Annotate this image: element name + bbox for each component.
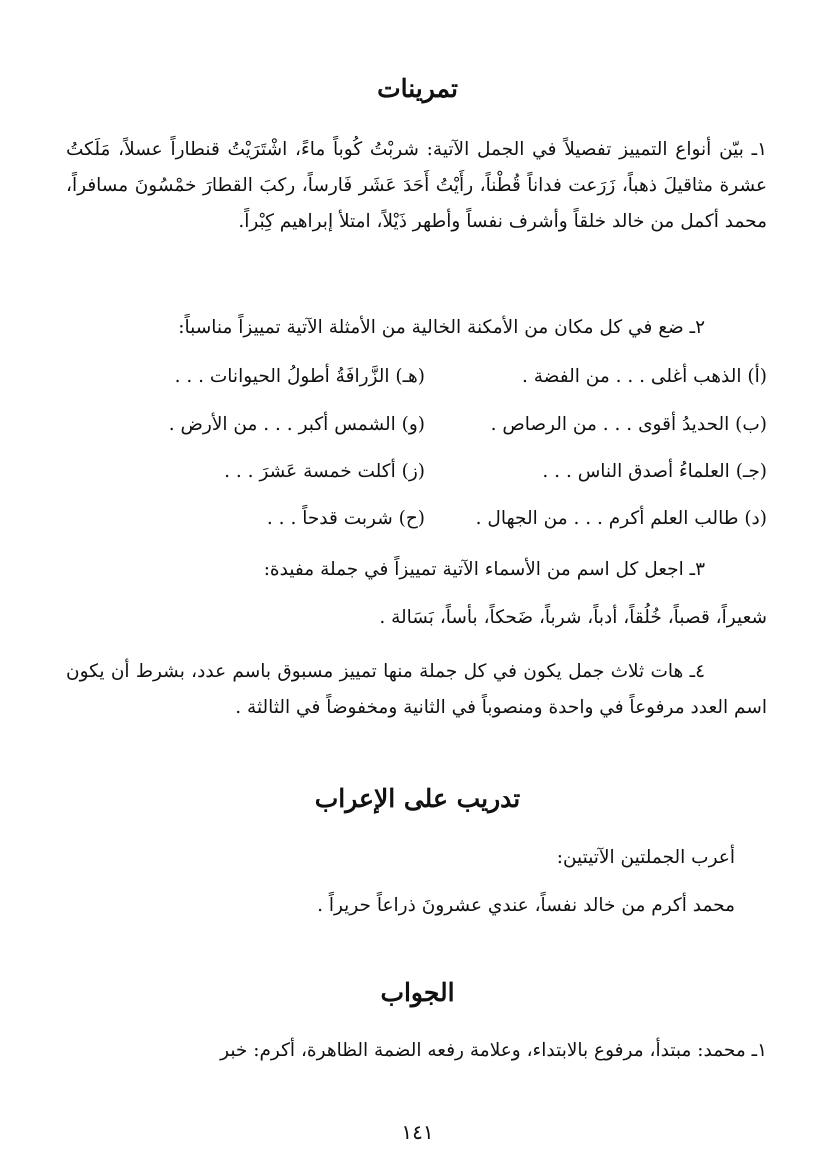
answer-line-1: ١ـ محمد: مبتدأ، مرفوع بالابتداء، وعلامة رفعه الضمة الظاهرة، أكرم: خبر [220,1040,767,1061]
exercise-1: ١ـ بيّن أنواع التمييز تفصيلاً في الجمل الآتية: شربْتُ كُوباً ماءً، اشْتَرَيْتُ قنطاراً عسلاً، مَلَكتُ عشرة مثاقيلَ ذهباً، زَرَعت فداناً قُطْناً، رأَيْتُ أَحَدَ عَشَر فَارساً، ركبَ القطارَ خمْسُونَ مسافراً، محمد أكمل من خالد خلقاً وأشرف نفساً وأطهر ذَيْلاً، امتلأ إبراهيم كِبْراً. [66,139,767,232]
exercise-3-words: شعيراً، قصباً، خُلُقاً، أدباً، شرباً، ضَحكاً، بأساً، بَسَالة . [379,607,767,628]
answer-heading: الجواب [380,978,455,1007]
page-number: ١٤١ [401,1120,434,1144]
exercise-2-item-hh: (ح) شربت قدحاً . . . [266,508,425,529]
exercise-2-item-h: (هـ) الزَّرافَةُ أطولُ الحيوانات . . . [174,366,425,387]
exercise-2-item-d: (د) طالب العلم أكرم . . . من الجهال . [475,508,767,529]
exercise-2-item-j: (جـ) العلماءُ أصدق الناس . . . [542,461,767,482]
exercise-3-intro: ٣ـ اجعل كل اسم من الأسماء الآتية تمييزاً في جملة مفيدة: [263,559,705,580]
training-heading: تدريب على الإعراب [314,784,521,813]
exercise-2-item-b: (ب) الحديدُ أقوى . . . من الرصاص . [490,414,767,435]
training-sentences: محمد أكرم من خالد نفساً، عندي عشرونَ ذراعاً حريراً . [317,895,735,916]
exercise-2-item-a: (أ) الذهب أغلى . . . من الفضة . [522,366,767,387]
exercise-2-item-z: (ز) أكلت خمسة عَشرَ . . . [224,461,425,482]
exercise-2-intro: ٢ـ ضع في كل مكان من الأمكنة الخالية من الأمثلة الآتية تمييزاً مناسباً: [178,317,705,338]
exercise-2-item-w: (و) الشمس أكبر . . . من الأرض . [168,414,425,435]
exercises-title: تمرينات [377,74,458,103]
training-instruction: أعرب الجملتين الآتيتين: [556,847,735,868]
exercise-4: ٤ـ هات ثلاث جمل يكون في كل جملة منها تمييز مسبوق باسم عدد، بشرط أن يكون اسم العدد مرفوعاً في واحدة ومنصوباً في الثانية ومخفوضاً في الثالثة . [66,661,767,718]
